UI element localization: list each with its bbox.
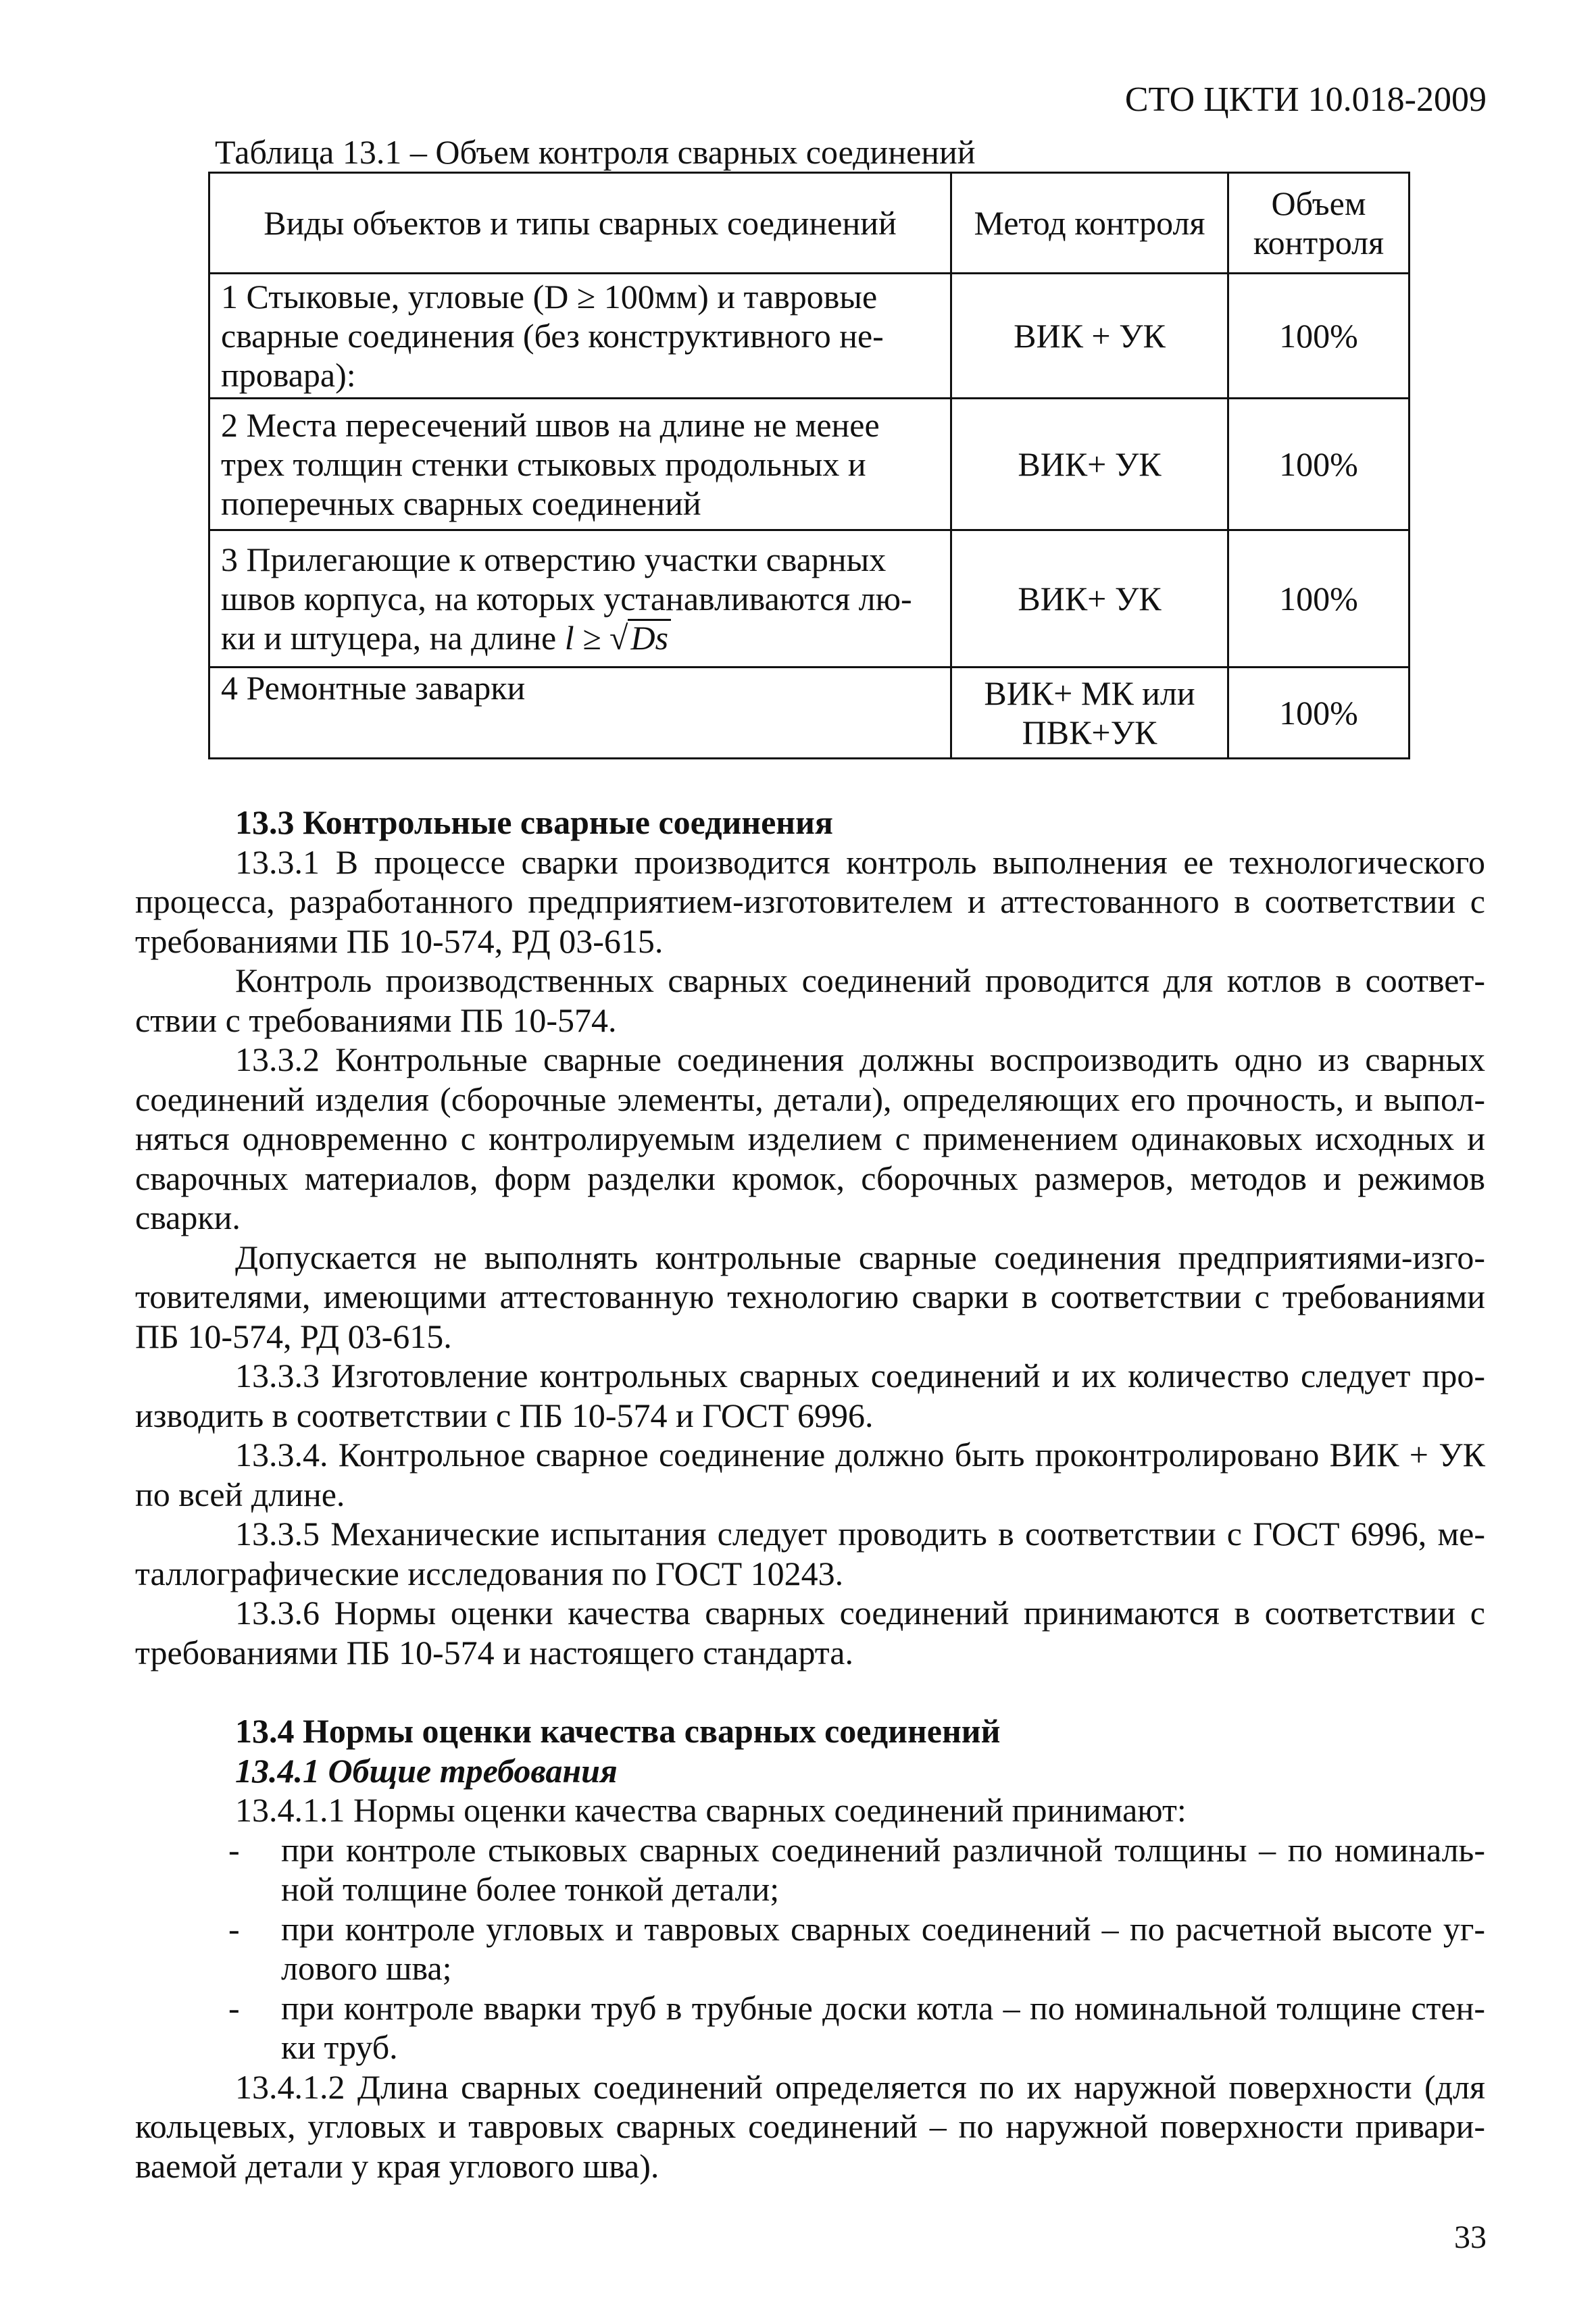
paragraph-13-3-3: 13.3.3 Изготовление контрольных сварных соединений и их количество следует про-изводить в соответствии с ПБ 10-574 и ГОСТ 6996. bbox=[135, 1357, 1485, 1434]
table-caption: Таблица 13.1 – Объем контроля сварных соединений bbox=[215, 133, 976, 171]
cell-method: ВИК+ УК bbox=[951, 530, 1228, 668]
table-row bbox=[209, 399, 1410, 530]
body-text bbox=[135, 803, 1485, 2186]
page-number: 33 bbox=[1454, 2219, 1487, 2255]
cell-volume: 100% bbox=[1228, 274, 1410, 399]
control-volume-table bbox=[208, 172, 1410, 759]
list-dash: - bbox=[228, 1909, 240, 1948]
cell-object: 2 Места пересечений швов на длине не менее трех толщин стенки стыковых продольных и поперечных сварных соединений bbox=[209, 399, 951, 530]
formula-radicand: Ds bbox=[628, 619, 671, 655]
list-item-text: при контроле вварки труб в трубные доски котла – по номинальной толщине стен-ки труб. bbox=[281, 1988, 1485, 2066]
cell-method: ВИК+ УК bbox=[951, 399, 1228, 530]
column-header-method: Метод контроля bbox=[951, 173, 1228, 274]
section-heading-13-3: 13.3 Контрольные сварные соединения bbox=[235, 803, 833, 841]
cell-volume: 100% bbox=[1228, 668, 1410, 759]
formula-lhs: l ≥ √ bbox=[564, 619, 628, 657]
cell-object: 4 Ремонтные заварки bbox=[209, 668, 951, 759]
list-dash: - bbox=[228, 1988, 240, 2027]
column-header-volume: Объем контроля bbox=[1228, 173, 1410, 274]
document-code: СТО ЦКТИ 10.018-2009 bbox=[1124, 80, 1487, 119]
section-gap bbox=[135, 1672, 1485, 1711]
column-header-objects: Виды объектов и типы сварных соединений bbox=[209, 173, 951, 274]
paragraph-13-3-2: 13.3.2 Контрольные сварные соединения должны воспроизводить одно из сварных соединений изделия (сборочные элементы, детали), определяющих его прочность, и выпол-няться одновременно с контролируемым изделием с применением одинаковых исходных и сварочных материалов, форм разделки кромок, сборочных размеров, методов и режимов сварки. bbox=[135, 1040, 1485, 1236]
paragraph-13-3-5: 13.3.5 Механические испытания следует проводить в соответствии с ГОСТ 6996, ме-таллографические исследования по ГОСТ 10243. bbox=[135, 1515, 1485, 1592]
cell-object: 1 Стыковые, угловые (D ≥ 100мм) и тавровые сварные соединения (без конструктивного не-провара): bbox=[209, 274, 951, 399]
paragraph-13-3-4: 13.3.4. Контрольное сварное соединение должно быть проконтролировано ВИК + УК по всей длине. bbox=[135, 1436, 1485, 1513]
cell-object-text: 3 Прилегающие к отверстию участки сварных швов корпуса, на которых устанавливаются лю-ки и штуцера, на длине bbox=[221, 540, 912, 657]
list-item bbox=[135, 1988, 1485, 2067]
paragraph-13-3-1: 13.3.1 В процессе сварки производится контроль выполнения ее технологического процесса, разработанного предприятием-изготовителем и аттестованного в соответствии с требованиями ПБ 10-574, РД 03-615. bbox=[135, 842, 1485, 960]
cell-method: ВИК+ МК или ПВК+УК bbox=[951, 668, 1228, 759]
paragraph-permission: Допускается не выполнять контрольные сварные соединения предприятиями-изго-товителями, имеющими аттестованную технологию сварки в соответствии с требованиями ПБ 10-574, РД 03-615. bbox=[135, 1238, 1485, 1355]
cell-volume: 100% bbox=[1228, 399, 1410, 530]
paragraph-13-4-1-1: 13.4.1.1 Нормы оценки качества сварных соединений принимают: bbox=[235, 1791, 1187, 1829]
table-row bbox=[209, 274, 1410, 399]
paragraph-13-4-1-2: 13.4.1.2 Длина сварных соединений определяется по их наружной поверхности (для кольцевых, угловых и тавровых сварных соединений – по наружной поверхности привари-ваемой детали у края углового шва). bbox=[135, 2067, 1485, 2185]
requirements-list bbox=[135, 1830, 1485, 2067]
table-row bbox=[209, 530, 1410, 668]
list-item bbox=[135, 1830, 1485, 1909]
length-formula bbox=[565, 619, 671, 657]
list-item-text: при контроле угловых и тавровых сварных соединений – по расчетной высоте уг-лового шва; bbox=[281, 1909, 1485, 1987]
table-header-row bbox=[209, 173, 1410, 274]
list-dash: - bbox=[228, 1830, 240, 1869]
paragraph-13-3-6: 13.3.6 Нормы оценки качества сварных соединений принимаются в соответствии с требованиями ПБ 10-574 и настоящего стандарта. bbox=[135, 1594, 1485, 1671]
paragraph-production-control: Контроль производственных сварных соединений проводится для котлов в соответ-ствии с требованиями ПБ 10-574. bbox=[135, 961, 1485, 1039]
section-heading-13-4: 13.4 Нормы оценки качества сварных соединений bbox=[235, 1712, 1001, 1750]
subsection-heading-13-4-1: 13.4.1 Общие требования bbox=[235, 1751, 618, 1790]
table-row bbox=[209, 668, 1410, 759]
list-item-text: при контроле стыковых сварных соединений различной толщины – по номиналь-ной толщине более тонкой детали; bbox=[281, 1830, 1485, 1908]
cell-object bbox=[209, 530, 951, 668]
cell-method: ВИК + УК bbox=[951, 274, 1228, 399]
cell-volume: 100% bbox=[1228, 530, 1410, 668]
list-item bbox=[135, 1909, 1485, 1988]
